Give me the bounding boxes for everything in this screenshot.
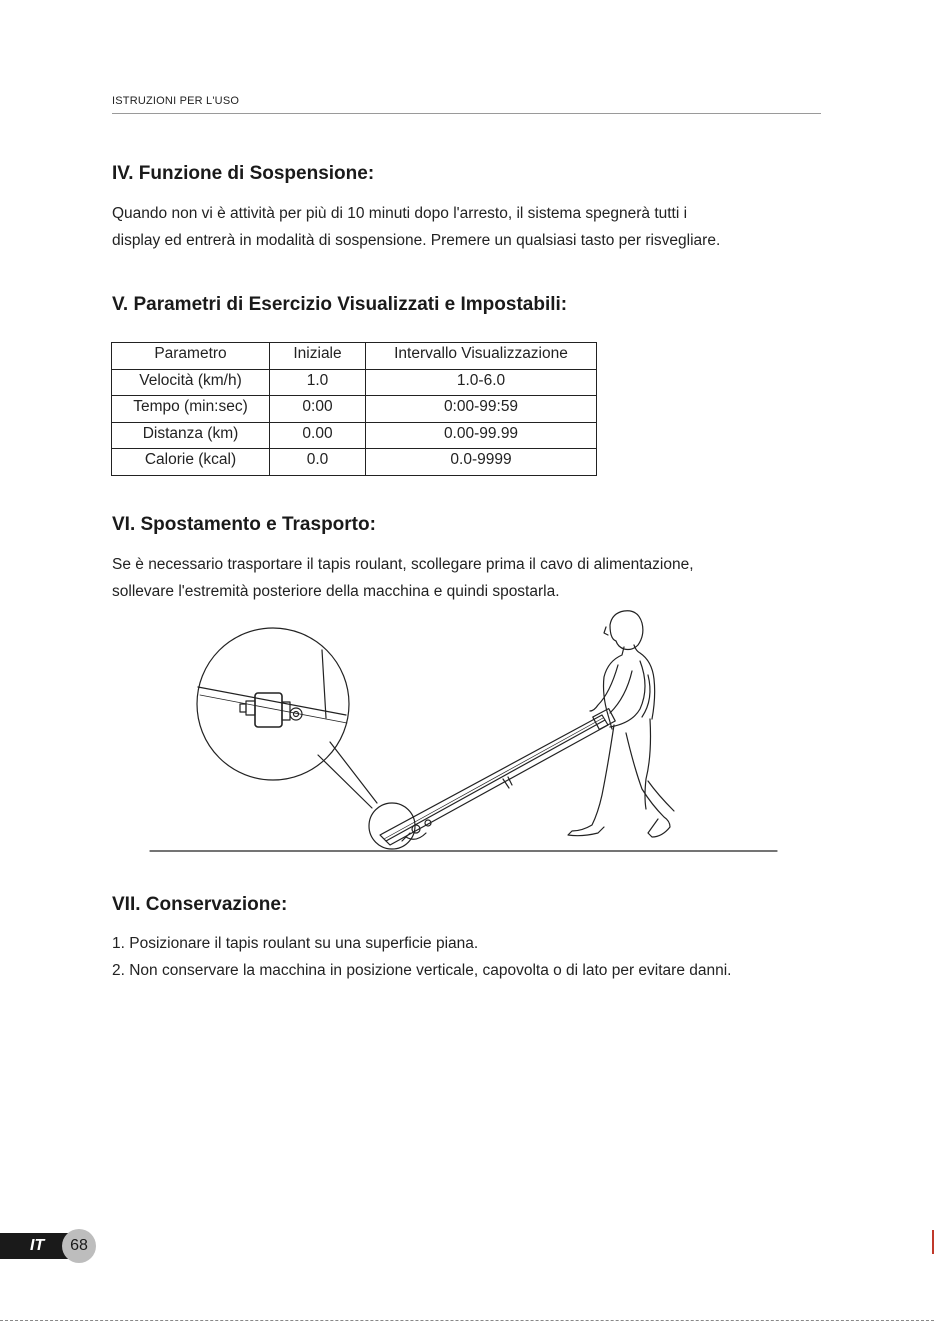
header-iniziale: Iniziale (270, 343, 366, 370)
header-divider (112, 113, 821, 114)
wheel-detail-callout (197, 628, 377, 808)
person-drawing (568, 611, 674, 837)
page-bottom-dashed-line (0, 1320, 934, 1321)
section-title-transport: VI. Spostamento e Trasporto: (112, 514, 376, 535)
cell-parameter: Distanza (km) (112, 422, 270, 449)
table-row (112, 396, 597, 423)
parameters-table (111, 342, 597, 476)
table-row (112, 422, 597, 449)
transport-paragraph (112, 551, 694, 605)
detail-circle (197, 628, 349, 780)
section-title-sleep: IV. Funzione di Sospensione: (112, 163, 375, 184)
cell-parameter: Tempo (min:sec) (112, 396, 270, 423)
cell-initial: 0:00 (270, 396, 366, 423)
sleep-line-2: display ed entrerà in modalità di sospensione. Premere un qualsiasi tasto per risvegliare. (112, 232, 721, 249)
storage-item-1: 1. Posizionare il tapis roulant su una superficie piana. (112, 935, 479, 952)
header-intervallo: Intervallo Visualizzazione (366, 343, 597, 370)
sleep-line-1: Quando non vi è attività per più di 10 minuti dopo l'arresto, il sistema spegnerà tutti i (112, 205, 688, 222)
cell-initial: 1.0 (270, 369, 366, 396)
transport-line-1: Se è necessario trasportare il tapis roulant, scollegare prima il cavo di alimentazione, (112, 556, 694, 573)
table-row (112, 449, 597, 476)
cell-range: 0.00-99.99 (366, 422, 597, 449)
sleep-paragraph (112, 200, 720, 254)
transport-line-2: sollevare l'estremità posteriore della macchina e quindi spostarla. (112, 583, 560, 600)
cell-range: 0:00-99:59 (366, 396, 597, 423)
cell-parameter: Velocità (km/h) (112, 369, 270, 396)
cell-initial: 0.00 (270, 422, 366, 449)
header-parametro: Parametro (112, 343, 270, 370)
cell-range: 0.0-9999 (366, 449, 597, 476)
cell-parameter: Calorie (kcal) (112, 449, 270, 476)
storage-item-2: 2. Non conservare la macchina in posizione verticale, capovolta o di lato per evitare danni. (112, 962, 732, 979)
treadmill-drawing (380, 709, 615, 845)
language-tab: IT (0, 1233, 68, 1259)
storage-list (112, 930, 732, 984)
table-row (112, 369, 597, 396)
running-header: ISTRUZIONI PER L'USO (112, 95, 240, 107)
cell-initial: 0.0 (270, 449, 366, 476)
transport-illustration (140, 605, 790, 865)
page-number-badge: 68 (62, 1229, 96, 1263)
section-title-params: V. Parametri di Esercizio Visualizzati e Impostabili: (112, 294, 568, 315)
cell-range: 1.0-6.0 (366, 369, 597, 396)
section-title-storage: VII. Conservazione: (112, 894, 288, 915)
table-header-row (112, 343, 597, 370)
